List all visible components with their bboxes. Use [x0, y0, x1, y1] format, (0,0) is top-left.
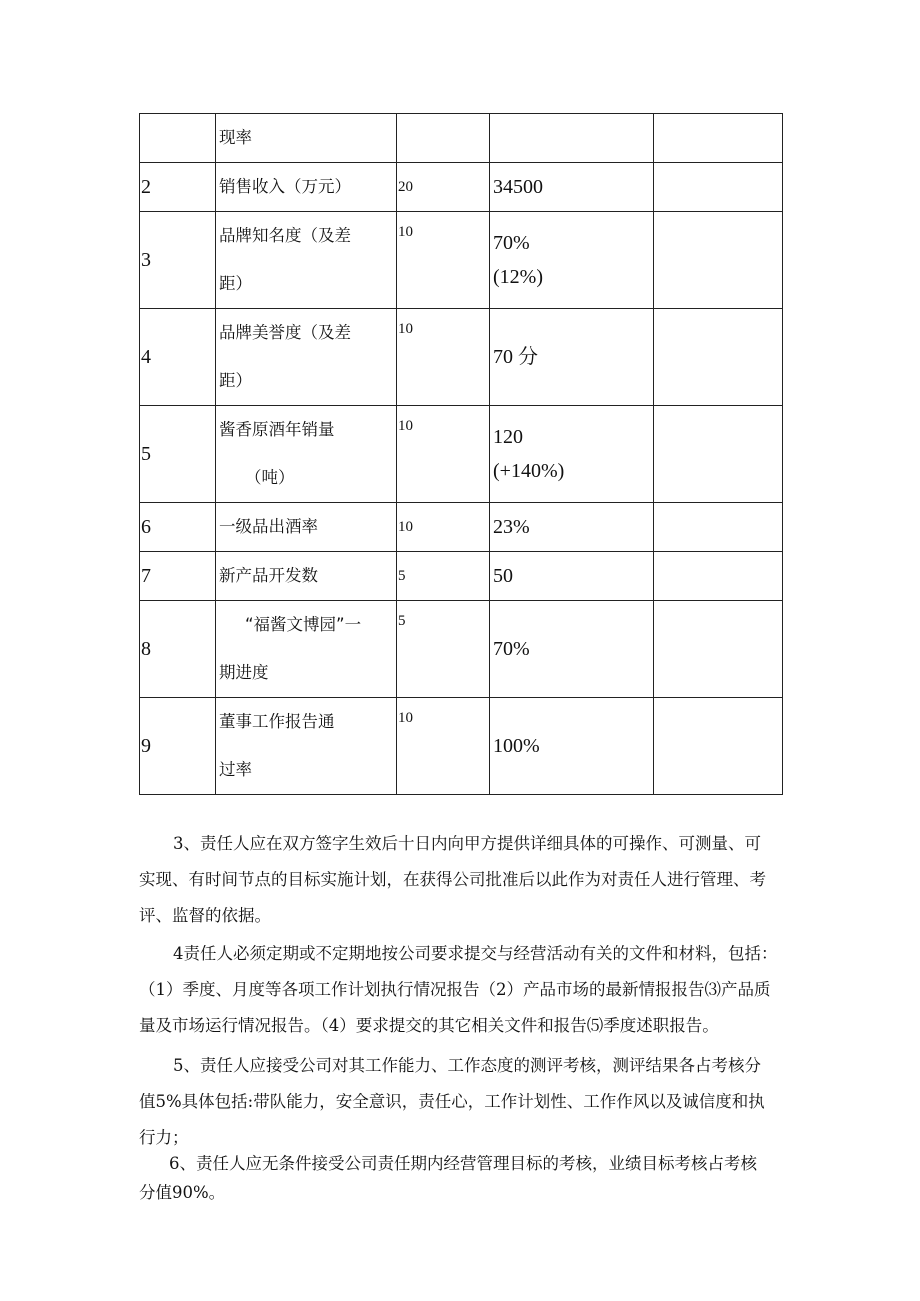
table-row [140, 114, 783, 163]
remark-cell [654, 163, 783, 212]
indicator-name: 一级品出酒率 [216, 503, 397, 552]
remark-cell [654, 114, 783, 163]
remark-cell [654, 601, 783, 698]
indicator-name: 现率 [216, 114, 397, 163]
row-number: 7 [140, 552, 216, 601]
clause-5-paragraph: 5、责任人应接受公司对其工作能力、工作态度的测评考核，测评结果各占考核分 值5%具体包括:带队能力，安全意识，责任心，工作计划性、工作作风以及诚信度和执 行力； [139, 1056, 765, 1147]
target-cell: 34500 [490, 163, 654, 212]
target-cell: 70 分 [490, 309, 654, 406]
indicator-name: 品牌美誉度（及差 距） [216, 309, 397, 406]
table-row [140, 309, 783, 406]
clause-3-paragraph: 3、责任人应在双方签字生效后十日内向甲方提供详细具体的可操作、可测量、可 实现、有时间节点的目标实施计划，在获得公司批准后以此作为对责任人进行管理、考 评、监督的依据。 [139, 834, 766, 925]
target-cell: 70% [490, 601, 654, 698]
target-cell: 100% [490, 698, 654, 795]
target-cell: 120 (+140%) [490, 406, 654, 503]
weight-cell [397, 114, 490, 163]
weight-cell: 10 [397, 212, 490, 309]
remark-cell [654, 503, 783, 552]
remark-cell [654, 309, 783, 406]
clause-6-paragraph: 6、责任人应无条件接受公司责任期内经营管理目标的考核，业绩目标考核占考核 分值90%。 [139, 1154, 757, 1202]
indicator-name: 销售收入（万元） [216, 163, 397, 212]
row-number: 8 [140, 601, 216, 698]
target-cell: 50 [490, 552, 654, 601]
row-number: 9 [140, 698, 216, 795]
row-number: 5 [140, 406, 216, 503]
remark-cell [654, 406, 783, 503]
remark-cell [654, 212, 783, 309]
indicator-name: 酱香原酒年销量 （吨） [216, 406, 397, 503]
target-cell [490, 114, 654, 163]
table-row [140, 406, 783, 503]
weight-cell: 10 [397, 309, 490, 406]
row-number: 6 [140, 503, 216, 552]
weight-cell: 20 [397, 163, 490, 212]
row-number [140, 114, 216, 163]
indicator-name: 董事工作报告通 过率 [216, 698, 397, 795]
indicator-name: 品牌知名度（及差 距） [216, 212, 397, 309]
clause-4-paragraph: 4责任人必须定期或不定期地按公司要求提交与经营活动有关的文件和材料，包括： （1）季度、月度等各项工作计划执行情况报告（2）产品市场的最新情报报告⑶产品质 量及市场运行情况报告。（4）要求提交的其它相关文件和报告⑸季度述职报告。 [139, 944, 778, 1035]
remark-cell [654, 698, 783, 795]
table-row [140, 163, 783, 212]
remark-cell [654, 552, 783, 601]
indicator-name: 新产品开发数 [216, 552, 397, 601]
target-cell: 70% (12%) [490, 212, 654, 309]
weight-cell: 10 [397, 503, 490, 552]
table-row [140, 212, 783, 309]
weight-cell: 5 [397, 552, 490, 601]
row-number: 2 [140, 163, 216, 212]
weight-cell: 10 [397, 698, 490, 795]
indicator-name: “福酱文博园”一 期进度 [216, 601, 397, 698]
row-number: 4 [140, 309, 216, 406]
target-table [139, 113, 783, 795]
weight-cell: 5 [397, 601, 490, 698]
table-row [140, 503, 783, 552]
weight-cell: 10 [397, 406, 490, 503]
row-number: 3 [140, 212, 216, 309]
table-row [140, 698, 783, 795]
table-row [140, 601, 783, 698]
table-row [140, 552, 783, 601]
target-cell: 23% [490, 503, 654, 552]
